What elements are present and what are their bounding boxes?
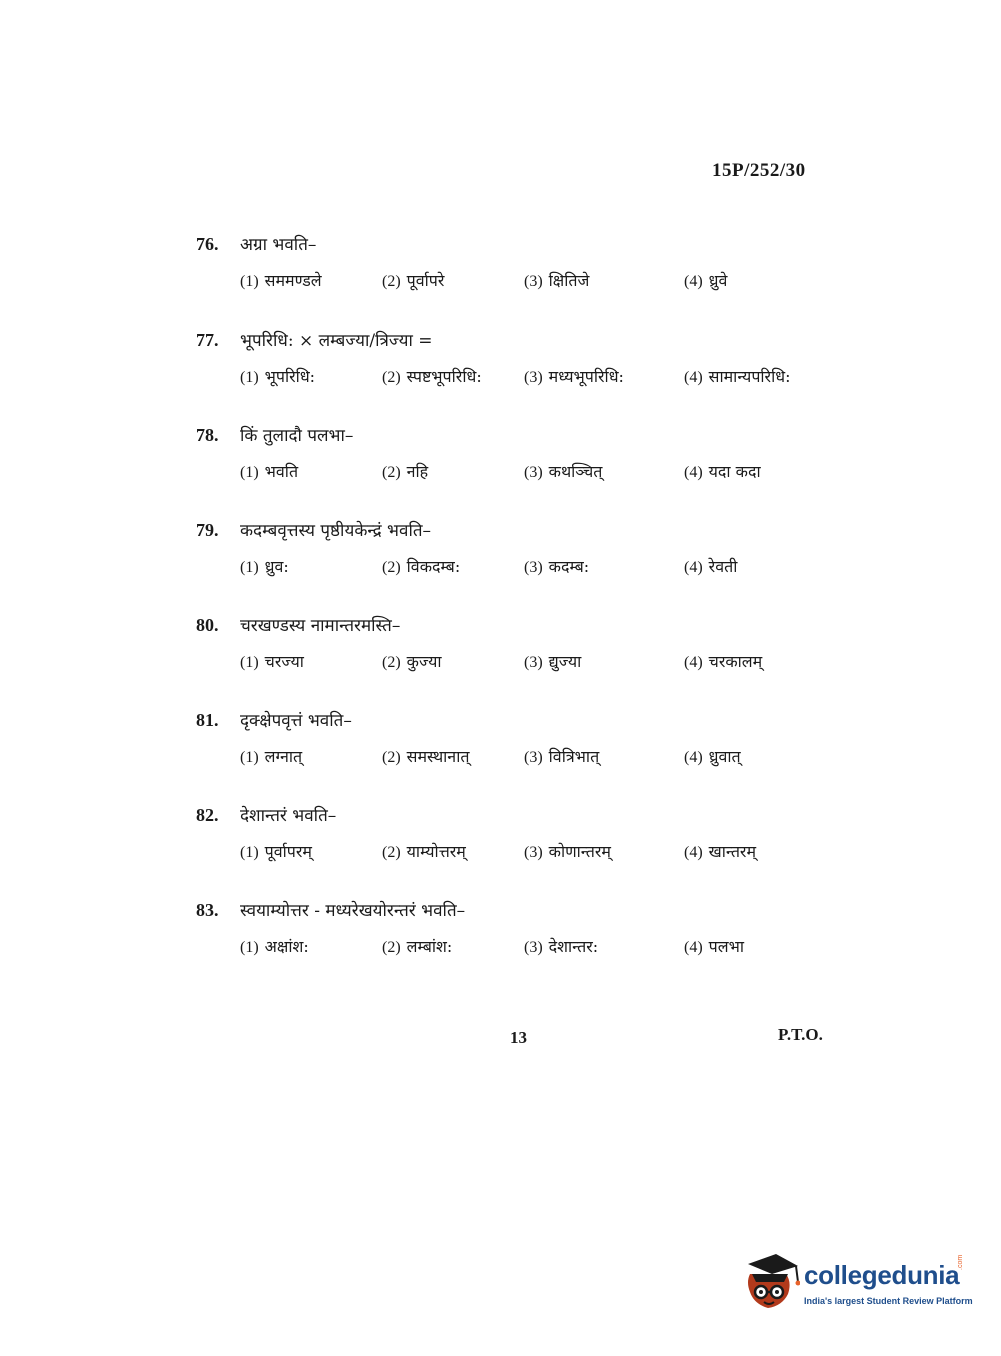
option-number: (4) (684, 273, 703, 290)
option-text: याम्योत्तरम् (406, 842, 466, 861)
question-80 (196, 613, 856, 680)
option-4 (684, 745, 741, 767)
option-4 (684, 555, 737, 577)
option-text: देशान्तर: (548, 937, 599, 956)
option-number: (3) (524, 654, 543, 671)
option-text: ध्रुवात् (708, 747, 741, 766)
option-text: मध्यभूपरिधि: (548, 367, 624, 386)
option-text: कथञ्चित् (548, 462, 603, 481)
option-text: लम्बांश: (406, 937, 453, 956)
option-number: (1) (240, 559, 259, 576)
option-text: पूर्वापरम् (264, 842, 312, 861)
question-number: 76. (196, 234, 219, 254)
option-number: (3) (524, 559, 543, 576)
option-2 (382, 650, 442, 672)
options-row (196, 650, 856, 680)
option-text: विकदम्ब: (406, 557, 461, 576)
option-number: (2) (382, 749, 401, 766)
option-number: (3) (524, 939, 543, 956)
option-2 (382, 269, 444, 291)
option-number: (3) (524, 369, 543, 386)
question-83 (196, 898, 856, 965)
option-1 (240, 650, 304, 672)
option-text: कुज्या (406, 652, 442, 671)
option-3 (524, 840, 611, 862)
option-4 (684, 935, 744, 957)
options-row (196, 555, 856, 585)
question-number: 77. (196, 330, 219, 350)
option-4 (684, 269, 727, 291)
options-row (196, 365, 856, 395)
option-text: खान्तरम् (708, 842, 757, 861)
option-number: (1) (240, 844, 259, 861)
option-3 (524, 460, 602, 482)
option-1 (240, 555, 289, 577)
option-text: नहि (406, 462, 429, 481)
option-text: समस्थानात् (406, 747, 470, 766)
question-77 (196, 328, 856, 395)
option-text: रेवती (708, 557, 738, 576)
question-81 (196, 708, 856, 775)
option-number: (1) (240, 464, 259, 481)
option-3 (524, 365, 624, 387)
question-text: स्वयाम्योत्तर - मध्यरेखयोरन्तरं भवति– (240, 901, 466, 921)
question-number: 79. (196, 520, 219, 540)
question-text: अग्रा भवति– (240, 235, 317, 255)
option-number: (4) (684, 559, 703, 576)
question-79 (196, 518, 856, 585)
option-text: कोणान्तरम् (548, 842, 611, 861)
option-3 (524, 269, 589, 291)
option-text: क्षितिजे (548, 271, 590, 290)
pto-label: P.T.O. (778, 1025, 823, 1044)
option-text: वित्रिभात् (548, 747, 600, 766)
option-2 (382, 365, 482, 387)
option-text: यदा कदा (708, 462, 761, 481)
brand-tagline: India's largest Student Review Platform (804, 1296, 973, 1306)
option-text: स्पष्टभूपरिधि: (406, 367, 482, 386)
option-text: भवति (264, 462, 299, 481)
option-3 (524, 650, 581, 672)
option-1 (240, 460, 298, 482)
options-row (196, 460, 856, 490)
option-number: (4) (684, 749, 703, 766)
option-1 (240, 365, 315, 387)
options-row (196, 935, 856, 965)
option-number: (2) (382, 464, 401, 481)
question-number: 82. (196, 805, 219, 825)
option-number: (1) (240, 939, 259, 956)
option-number: (4) (684, 369, 703, 386)
mascot-icon (742, 1252, 800, 1316)
option-text: पलभा (708, 937, 744, 956)
option-text: ध्रुव: (264, 557, 289, 576)
option-3 (524, 745, 599, 767)
option-2 (382, 935, 452, 957)
option-number: (3) (524, 844, 543, 861)
brand-name: collegedunia (804, 1260, 960, 1290)
option-number: (4) (684, 654, 703, 671)
option-number: (1) (240, 749, 259, 766)
option-text: सममण्डले (264, 271, 322, 290)
option-text: चरज्या (264, 652, 304, 671)
option-2 (382, 460, 428, 482)
option-text: पूर्वापरे (406, 271, 445, 290)
question-text: दृक्क्षेपवृत्तं भवति– (240, 711, 352, 731)
option-1 (240, 840, 312, 862)
option-text: सामान्यपरिधि: (708, 367, 791, 386)
brand-dotcom: .com (957, 1254, 964, 1270)
option-number: (3) (524, 749, 543, 766)
option-text: कदम्ब: (548, 557, 590, 576)
option-3 (524, 555, 589, 577)
option-number: (1) (240, 369, 259, 386)
question-number: 80. (196, 615, 219, 635)
option-4 (684, 840, 756, 862)
question-number: 78. (196, 425, 219, 445)
option-1 (240, 269, 322, 291)
option-number: (2) (382, 273, 401, 290)
question-78 (196, 423, 856, 490)
option-2 (382, 745, 469, 767)
option-text: भूपरिधि: (264, 367, 316, 386)
option-number: (4) (684, 844, 703, 861)
options-row (196, 269, 856, 299)
option-text: लग्नात् (264, 747, 303, 766)
question-82 (196, 803, 856, 870)
question-text: चरखण्डस्य नामान्तरमस्ति– (240, 616, 401, 636)
option-number: (3) (524, 273, 543, 290)
option-4 (684, 365, 790, 387)
collegedunia-logo (742, 1252, 972, 1318)
option-number: (2) (382, 939, 401, 956)
question-76 (196, 232, 856, 299)
option-1 (240, 935, 309, 957)
option-number: (2) (382, 369, 401, 386)
option-number: (4) (684, 939, 703, 956)
question-text: किं तुलादौ पलभा– (240, 426, 354, 446)
page-number: 13 (510, 1028, 527, 1047)
question-text: भूपरिधि: × लम्बज्या/त्रिज्या = (240, 331, 433, 351)
option-text: चरकालम् (708, 652, 763, 671)
option-number: (3) (524, 464, 543, 481)
option-number: (2) (382, 844, 401, 861)
option-number: (4) (684, 464, 703, 481)
option-text: ध्रुवे (708, 271, 728, 290)
options-row (196, 745, 856, 775)
question-number: 83. (196, 900, 219, 920)
option-number: (2) (382, 559, 401, 576)
option-text: द्युज्या (548, 652, 582, 671)
option-3 (524, 935, 598, 957)
paper-code: 15P/252/30 (712, 160, 806, 181)
option-4 (684, 650, 762, 672)
option-2 (382, 555, 460, 577)
option-number: (1) (240, 273, 259, 290)
options-row (196, 840, 856, 870)
option-number: (2) (382, 654, 401, 671)
question-text: देशान्तरं भवति– (240, 806, 337, 826)
question-text: कदम्बवृत्तस्य पृष्ठीयकेन्द्रं भवति– (240, 521, 432, 541)
option-2 (382, 840, 466, 862)
question-number: 81. (196, 710, 219, 730)
option-4 (684, 460, 761, 482)
option-1 (240, 745, 302, 767)
option-number: (1) (240, 654, 259, 671)
option-text: अक्षांश: (264, 937, 309, 956)
